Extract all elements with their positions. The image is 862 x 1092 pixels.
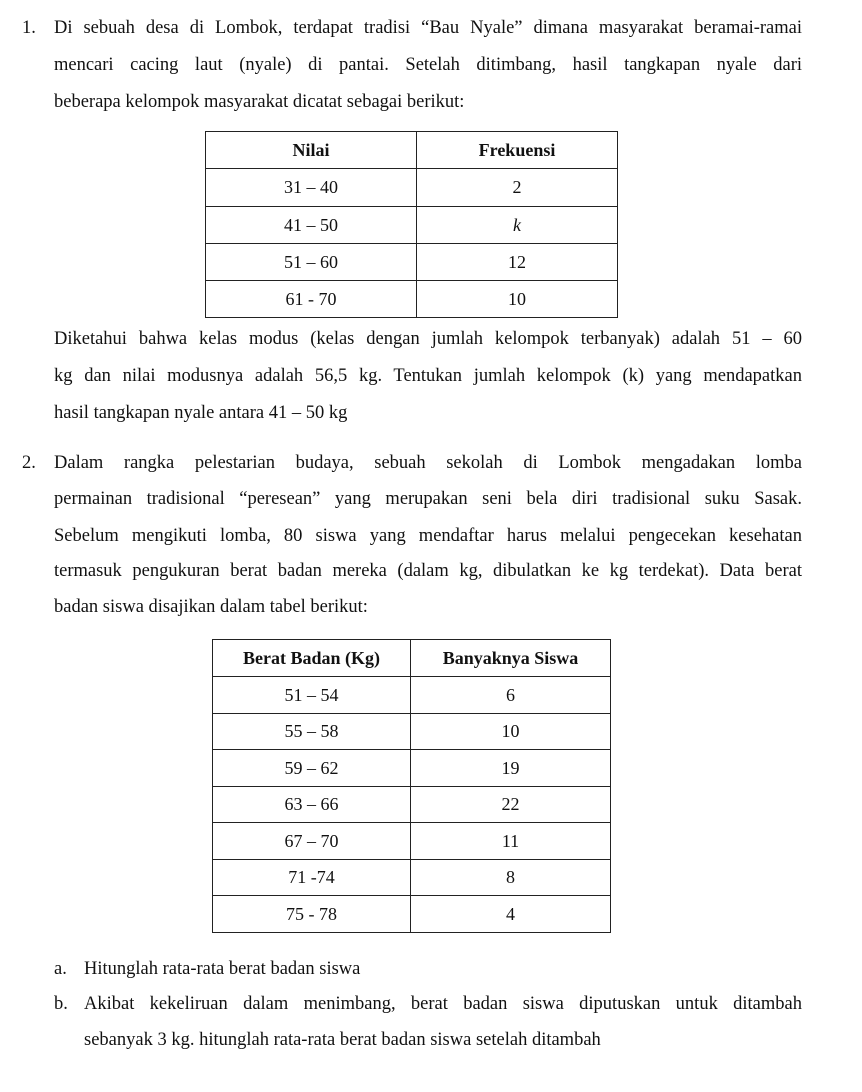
table-cell-berat: 67 – 70 bbox=[213, 823, 411, 860]
table-row bbox=[206, 281, 618, 318]
table-row bbox=[206, 207, 618, 244]
table-cell-berat: 75 - 78 bbox=[213, 896, 411, 933]
sub-question-b-label: b. bbox=[54, 994, 68, 1014]
question-2-line-3: Sebelum mengikuti lomba, 80 siswa yang mendaftar harus melalui pengecekan kesehatan bbox=[54, 526, 802, 546]
table-row bbox=[206, 244, 618, 281]
table-header-berat-badan: Berat Badan (Kg) bbox=[213, 640, 411, 677]
table-cell-nilai: 61 - 70 bbox=[206, 281, 417, 318]
table-row bbox=[206, 169, 618, 207]
question-2-number: 2. bbox=[22, 453, 36, 473]
question-1-number: 1. bbox=[22, 18, 36, 38]
table-cell-siswa: 11 bbox=[411, 823, 611, 860]
question-1-after-line-3: hasil tangkapan nyale antara 41 – 50 kg bbox=[54, 403, 348, 423]
table-header-banyaknya-siswa: Banyaknya Siswa bbox=[411, 640, 611, 677]
question-2-line-1: Dalam rangka pelestarian budaya, sebuah sekolah di Lombok mengadakan lomba bbox=[54, 453, 802, 473]
table-cell-siswa: 10 bbox=[411, 714, 611, 750]
sub-question-b-line-1: Akibat kekeliruan dalam menimbang, berat badan siswa diputuskan untuk ditambah bbox=[84, 994, 802, 1014]
nyale-frequency-table bbox=[205, 131, 618, 318]
table-cell-siswa: 19 bbox=[411, 750, 611, 787]
question-1-line-1: Di sebuah desa di Lombok, terdapat tradisi “Bau Nyale” dimana masyarakat beramai-ramai bbox=[54, 18, 802, 38]
table-row bbox=[213, 896, 611, 933]
table-row bbox=[213, 787, 611, 823]
table-cell-siswa: 8 bbox=[411, 860, 611, 896]
table-row bbox=[213, 823, 611, 860]
table-row bbox=[213, 714, 611, 750]
question-1-after-line-2: kg dan nilai modusnya adalah 56,5 kg. Tentukan jumlah kelompok (k) yang mendapatkan bbox=[54, 366, 802, 386]
table-cell-frekuensi: 12 bbox=[417, 244, 618, 281]
table-cell-frekuensi: k bbox=[417, 207, 618, 244]
question-2-line-5: badan siswa disajikan dalam tabel berikut: bbox=[54, 597, 368, 617]
sub-question-a-label: a. bbox=[54, 959, 67, 979]
question-1-line-2: mencari cacing laut (nyale) di pantai. Setelah ditimbang, hasil tangkapan nyale dari bbox=[54, 55, 802, 75]
table-cell-siswa: 22 bbox=[411, 787, 611, 823]
question-1-line-3: beberapa kelompok masyarakat dicatat sebagai berikut: bbox=[54, 92, 465, 112]
question-1-after-line-1: Diketahui bahwa kelas modus (kelas dengan jumlah kelompok terbanyak) adalah 51 – 60 bbox=[54, 329, 802, 349]
table-cell-berat: 71 -74 bbox=[213, 860, 411, 896]
table-cell-siswa: 4 bbox=[411, 896, 611, 933]
table-cell-berat: 51 – 54 bbox=[213, 677, 411, 714]
table-cell-siswa: 6 bbox=[411, 677, 611, 714]
sub-question-a-text: Hitunglah rata-rata berat badan siswa bbox=[84, 959, 361, 979]
table-header-frekuensi: Frekuensi bbox=[417, 132, 618, 169]
question-2-line-4: termasuk pengukuran berat badan mereka (dalam kg, dibulatkan ke kg terdekat). Data berat bbox=[54, 561, 802, 581]
table-cell-nilai: 31 – 40 bbox=[206, 169, 417, 207]
table-header-nilai: Nilai bbox=[206, 132, 417, 169]
question-2-line-2: permainan tradisional “peresean” yang merupakan seni bela diri tradisional suku Sasak. bbox=[54, 489, 802, 509]
sub-question-b-line-2: sebanyak 3 kg. hitunglah rata-rata berat badan siswa setelah ditambah bbox=[84, 1030, 601, 1050]
table-cell-nilai: 51 – 60 bbox=[206, 244, 417, 281]
table-cell-nilai: 41 – 50 bbox=[206, 207, 417, 244]
table-cell-berat: 63 – 66 bbox=[213, 787, 411, 823]
table-row bbox=[213, 750, 611, 787]
table-cell-berat: 59 – 62 bbox=[213, 750, 411, 787]
table-cell-berat: 55 – 58 bbox=[213, 714, 411, 750]
table-row bbox=[213, 677, 611, 714]
table-row bbox=[213, 860, 611, 896]
table-cell-frekuensi: 10 bbox=[417, 281, 618, 318]
body-weight-table bbox=[212, 639, 611, 933]
table-cell-frekuensi: 2 bbox=[417, 169, 618, 207]
